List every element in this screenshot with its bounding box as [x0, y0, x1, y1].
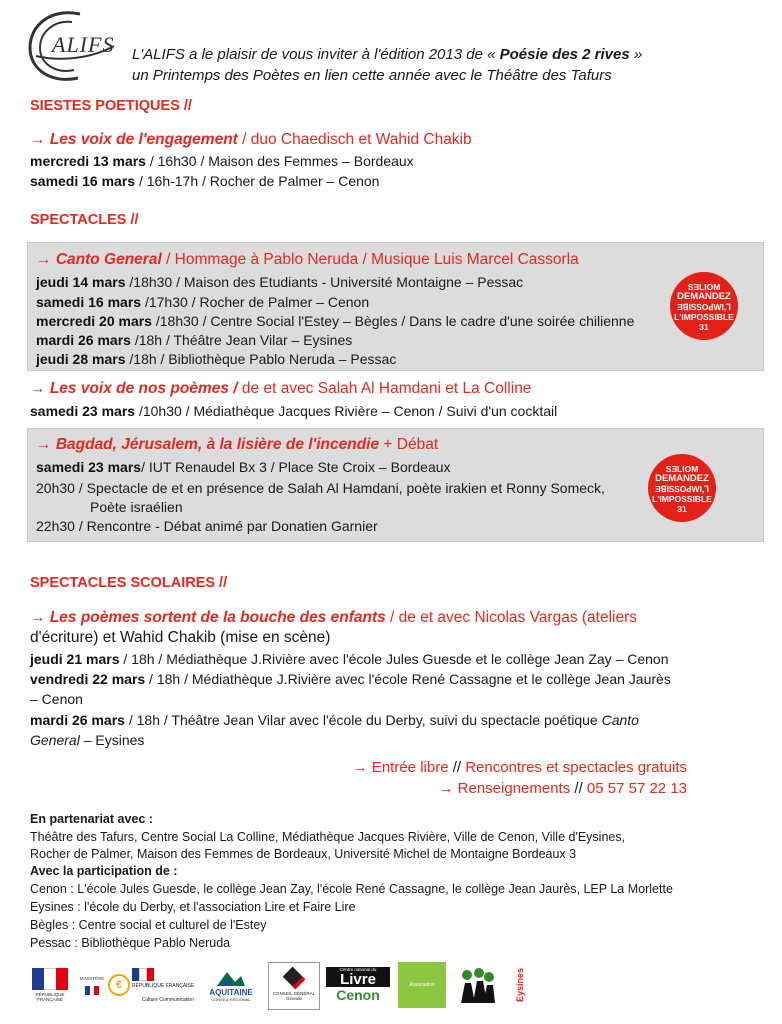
euro-logo: € [108, 962, 130, 1008]
demandez-impossible-badge: SƎLIOM DEMANDEZ ƎꓭIꓢꓢOꓒWI,Ꞁ L'IMPOSSIBLE 31 [670, 272, 738, 340]
partners-line-2: Rocher de Palmer, Maison des Femmes de Bordeaux, Université Michel de Montaigne Bordeaux 3 [30, 847, 577, 861]
arrow-icon: → [438, 780, 458, 797]
bagdad-line-3: Poète israélien [90, 499, 183, 515]
participation-heading: Avec la participation de : [30, 864, 178, 878]
alifs-logo [22, 6, 120, 86]
intro-title: Poésie des 2 rives [499, 46, 630, 63]
ministere-logo: MINISTÈRE [76, 962, 108, 1008]
siestes-date-1: mercredi 13 mars / 16h30 / Maison des Femmes – Bordeaux [30, 153, 414, 169]
canto-date-1: jeudi 14 mars /18h30 / Maison des Etudiants - Université Montaigne – Pessac [36, 274, 524, 290]
logo-text: ALIFS [52, 32, 115, 57]
participation-3: Bègles : Centre social et culturel de l'Estey [30, 918, 267, 932]
republique-logo: RÉPUBLIQUE FRANÇAISE [30, 962, 70, 1008]
siestes-heading: SIESTES POETIQUES // [30, 98, 192, 114]
arrow-icon: → [352, 759, 372, 776]
scolaires-event-1: → Les poèmes sortent de la bouche des enfants / de et avec Nicolas Vargas (ateliers [30, 609, 638, 626]
scolaires-event-2: d'écriture) et Wahid Chakib (mise en scène) [30, 629, 331, 646]
bagdad-event: → Bagdad, Jérusalem, à la lisière de l'incendie + Débat [36, 436, 439, 453]
arrow-icon: → [36, 251, 56, 268]
arrow-icon: → [30, 131, 50, 148]
people-logo [452, 962, 502, 1008]
partners-heading: En partenariat avec : [30, 812, 153, 826]
canto-date-2: samedi 16 mars /17h30 / Rocher de Palmer – Cenon [36, 294, 370, 310]
voix-event: → Les voix de nos poèmes / de et avec Salah Al Hamdani et La Colline [30, 380, 532, 397]
spectacles-heading: SPECTACLES // [30, 212, 139, 228]
gironde-logo: CONSEIL GÉNÉRAL Gironde [268, 962, 320, 1010]
scolaires-heading: SPECTACLES SCOLAIRES // [30, 575, 228, 591]
partners-line-1: Théâtre des Tafurs, Centre Social La Colline, Médiathèque Jacques Rivière, Ville de Cenon, Ville d'Eysines, [30, 830, 626, 844]
bagdad-date: samedi 23 mars/ IUT Renaudel Bx 3 / Place Ste Croix – Bordeaux [36, 459, 451, 475]
scolaires-date-2-cont: – Cenon [30, 691, 83, 707]
bagdad-line-4: 22h30 / Rencontre - Débat animé par Donatien Garnier [36, 518, 378, 534]
scolaires-date-1: jeudi 21 mars / 18h / Médiathèque J.Rivière avec l'école Jules Guesde et le collège Jean Zay – Cenon [30, 651, 669, 667]
eysines-logo: Eysines [515, 967, 525, 1003]
participation-2: Eysines : l'école du Derby, et l'association Lire et Faire Lire [30, 900, 356, 914]
canto-event: → Canto General / Hommage à Pablo Neruda / Musique Luis Marcel Cassorla [36, 251, 579, 268]
renseignements-line: → Renseignements // 05 57 57 22 13 [438, 780, 687, 797]
canto-date-5: jeudi 28 mars /18h / Bibliothèque Pablo Neruda – Pessac [36, 351, 397, 367]
participation-1: Cenon : L'école Jules Guesde, le collège Jean Zay, l'école René Cassagne, le collège Jean Jaurès, LEP La Morlette [30, 882, 673, 896]
entree-libre-line: → Entrée libre // Rencontres et spectacles gratuits [352, 759, 687, 776]
association-green-logo: Association [398, 962, 446, 1008]
voix-date: samedi 23 mars /10h30 / Médiathèque Jacques Rivière – Cenon / Suivi d'un cocktail [30, 403, 558, 419]
scolaires-date-3-cont: General – Eysines [30, 732, 145, 748]
scolaires-date-2: vendredi 22 mars / 18h / Médiathèque J.Rivière avec l'école René Cassagne et le collège Jean Jaurès [30, 671, 671, 687]
arrow-icon: → [36, 436, 56, 453]
siestes-date-2: samedi 16 mars / 16h-17h / Rocher de Palmer – Cenon [30, 173, 380, 189]
arrow-icon: → [30, 609, 50, 626]
cnl-cenon-logo: Centre national du Livre Cenon [324, 962, 392, 1008]
canto-date-4: mardi 26 mars /18h / Théâtre Jean Vilar – Eysines [36, 332, 353, 348]
aquitaine-logo: AQUITAINE CONSEIL RÉGIONAL [204, 962, 258, 1008]
arrow-icon: → [30, 380, 50, 397]
culture-logo: RÉPUBLIQUE FRANÇAISE Culture Communication [132, 962, 200, 1008]
canto-date-3: mercredi 20 mars /18h30 / Centre Social l'Estey – Bègles / Dans le cadre d'une soirée chilienne [36, 313, 635, 329]
scolaires-date-3: mardi 26 mars / 18h / Théâtre Jean Vilar avec l'école du Derby, suivi du spectacle poétique Canto [30, 712, 639, 728]
intro-line-2: un Printemps des Poètes en lien cette année avec le Théâtre des Tafurs [132, 67, 612, 84]
siestes-event: → Les voix de l'engagement / duo Chaedisch et Wahid Chakib [30, 131, 472, 148]
bagdad-line-2: 20h30 / Spectacle de et en présence de Salah Al Hamdani, poète irakien et Ronny Someck, [36, 480, 605, 496]
intro-line-1: L'ALIFS a le plaisir de vous inviter à l'édition 2013 de « Poésie des 2 rives » [132, 46, 643, 63]
participation-4: Pessac : Bibliothèque Pablo Neruda [30, 936, 231, 950]
demandez-impossible-badge-2: SƎLIOM DEMANDEZ ƎꓭIꓢꓢOꓒWI,Ꞁ L'IMPOSSIBLE 31 [648, 454, 716, 522]
